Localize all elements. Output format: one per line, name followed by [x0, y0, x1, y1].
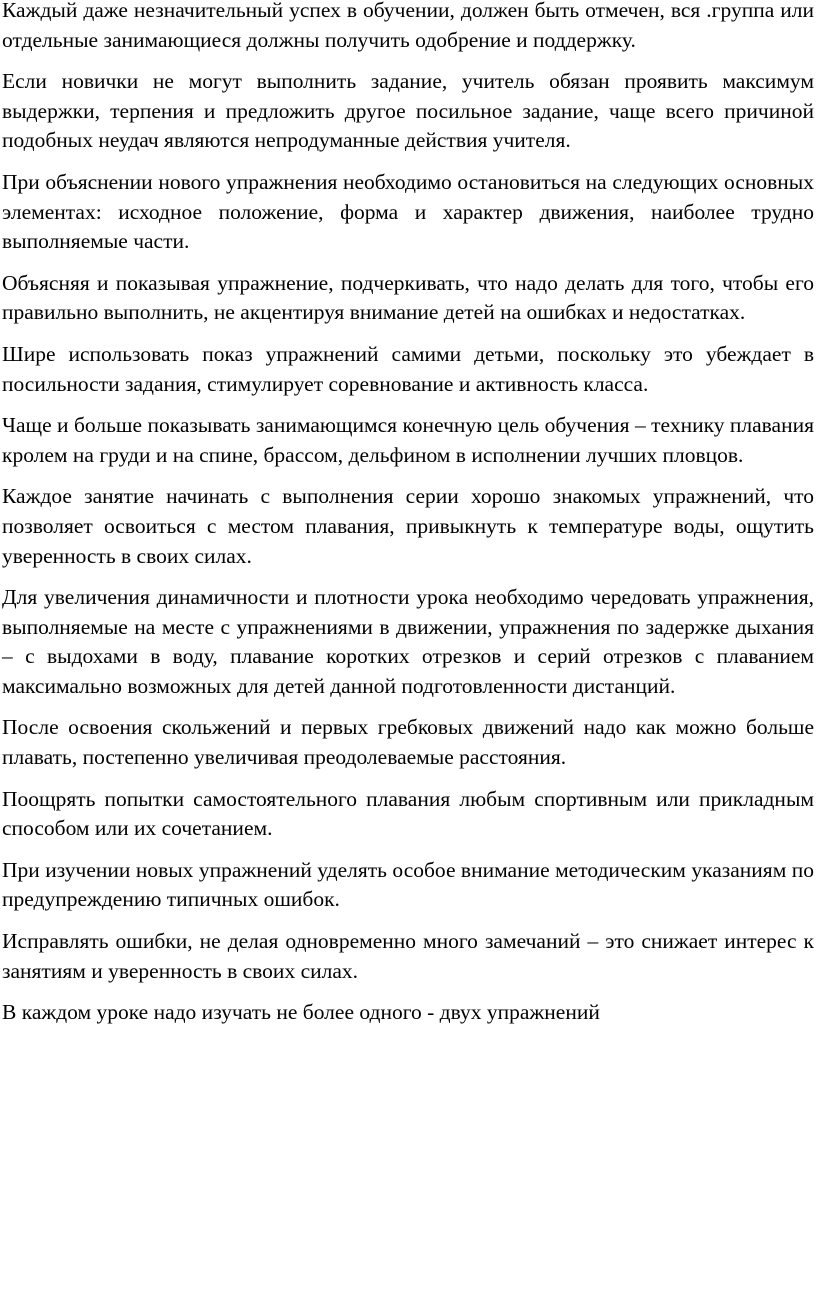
paragraph-children-demonstration: Шире использовать показ упражнений самими детьми, поскольку это убеждает в посильности задания, стимулирует соревнование и активность класса. [2, 341, 814, 396]
paragraph-explaining-exercise: При объяснении нового упражнения необходимо остановиться на следующих основных элементах: исходное положение, форма и характер движения, наиболее трудно выполняемые части. [2, 169, 814, 254]
paragraph-correcting-errors: Исправлять ошибки, не делая одновременно много замечаний – это снижает интерес к занятиям и уверенность в своих силах. [2, 929, 814, 983]
paragraph-lesson-start: Каждое занятие начинать с выполнения серии хорошо знакомых упражнений, что позволяет освоиться с местом плавания, привыкнуть к температуре воды, ощутить уверенность в своих силах. [2, 484, 814, 568]
paragraph-lesson-density: Для увеличения динамичности и плотности урока необходимо чередовать упражнения, выполняемые на месте с упражнениями в движении, упражнения по задержке дыхания – с выдохами в воду, плавание коротких отрезков и серий отрезков с плаванием максимально возможных для детей данной подготовленности дистанций. [2, 585, 814, 698]
paragraph-beginner-failure: Если новички не могут выполнить задание, учитель обязан проявить максимум выдержки, терпения и предложить другое посильное задание, чаще всего причиной подобных неудач являются непродуманные действия учителя. [2, 69, 814, 153]
paragraph-demonstrating-exercise: Объясняя и показывая упражнение, подчеркивать, что надо делать для того, чтобы его правильно выполнить, не акцентируя внимание детей на ошибках и недостатках. [2, 270, 814, 325]
paragraph-typical-errors: При изучении новых упражнений уделять особое внимание методическим указаниям по предупреждению типичных ошибок. [2, 857, 814, 912]
paragraph-swim-more: После освоения скольжений и первых гребковых движений надо как можно больше плавать, постепенно увеличивая преодолеваемые расстояния. [2, 715, 814, 770]
paragraph-encourage-attempts: Поощрять попытки самостоятельного плавания любым спортивным или прикладным способом или их сочетанием. [2, 786, 814, 841]
paragraph-final-goal: Чаще и больше показывать занимающимся конечную цель обучения – технику плавания кролем на груди и на спине, брассом, дельфином в исполнении лучших пловцов. [2, 413, 814, 467]
paragraph-praise-success: Каждый даже незначительный успех в обучении, должен быть отмечен, вся .группа или отдельные занимающиеся должны получить одобрение и поддержку. [2, 0, 814, 52]
paragraph-exercise-limit: В каждом уроке надо изучать не более одного - двух упражнений [2, 1000, 600, 1025]
